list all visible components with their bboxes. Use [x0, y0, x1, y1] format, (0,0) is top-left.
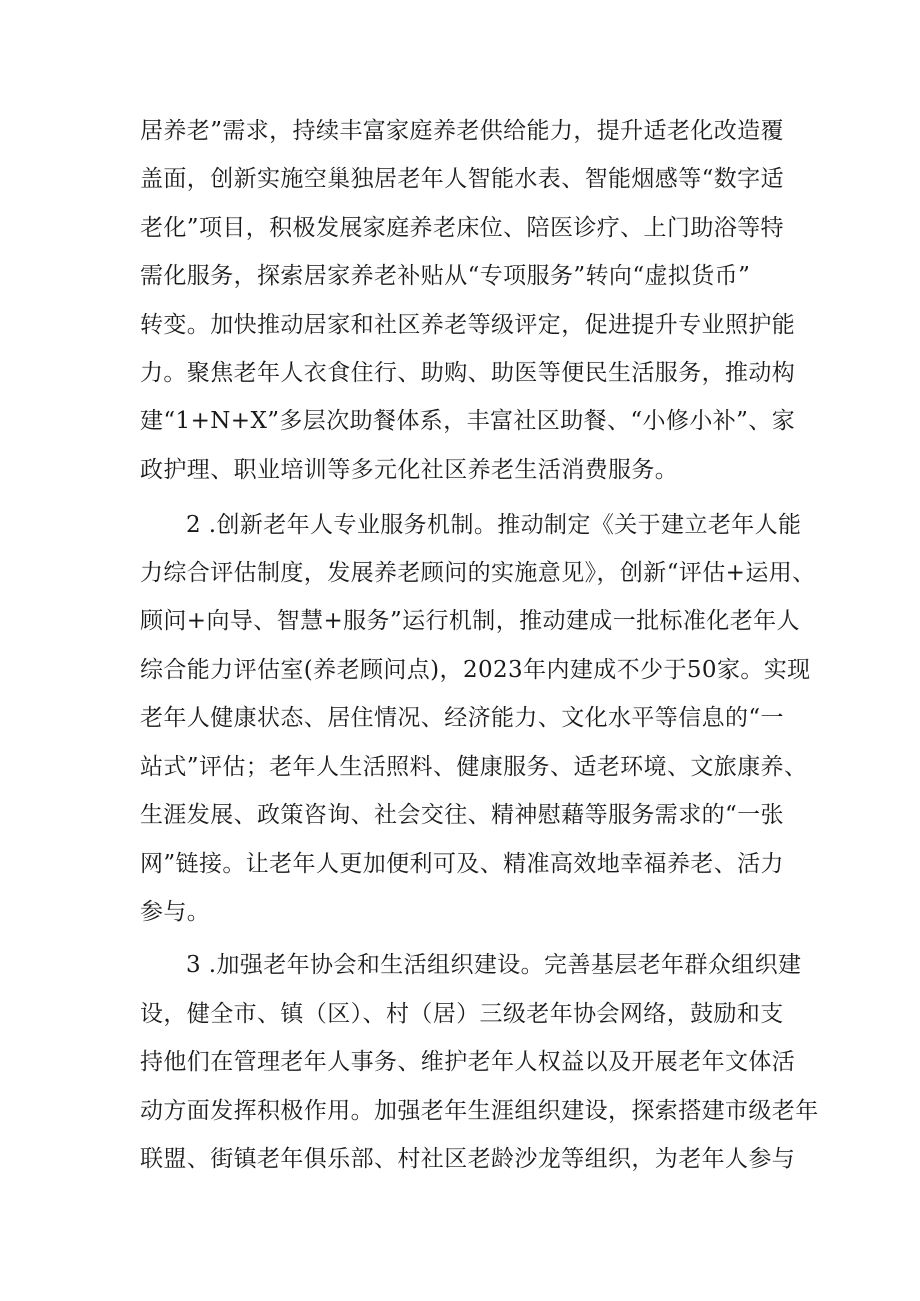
text-line: 顾问+向导、智慧+服务”运行机制，推动建成一批标准化老年人 [140, 608, 800, 634]
text-line: 政护理、职业培训等多元化社区养老生活消费服务。 [140, 457, 679, 483]
text-line: 站式”评估；老年人生活照料、健康服务、适老环境、文旅康养、 [140, 754, 808, 780]
text-line: 盖面，创新实施空巢独居老年人智能水表、智能烟感等“数字适 [140, 166, 784, 192]
text-line: 转变。加快推动居家和社区养老等级评定，促进提升专业照护能 [140, 312, 796, 338]
text-line: 参与。 [140, 899, 211, 925]
text-line: 力。聚焦老年人衣食住行、助购、助医等便民生活服务，推动构 [140, 360, 796, 386]
text-line: 需化服务，探索居家养老补贴从“专项服务”转向“虚拟货币” [140, 263, 751, 289]
text-line: 持他们在管理老年人事务、维护老年人权益以及开展老年文体活 [140, 1049, 796, 1075]
text-line: 网”链接。让老年人更加便利可及、精准高效地幸福养老、活力 [140, 851, 784, 877]
text-line: 2 .创新老年人专业服务机制。推动制定《关于建立老年人能 [186, 512, 802, 538]
text-line: 综合能力评估室(养老顾问点)，2023年内建成不少于50家。实现 [140, 657, 811, 683]
text-line: 老化”项目，积极发展家庭养老床位、陪医诊疗、上门助浴等特 [140, 215, 784, 241]
text-line: 动方面发挥积极作用。加强老年生涯组织建设，探索搭建市级老年 [140, 1098, 819, 1124]
text-line: 生涯发展、政策咨询、社会交往、精神慰藉等服务需求的“一张 [140, 802, 784, 828]
text-line: 老年人健康状态、居住情况、经济能力、文化水平等信息的“一 [140, 705, 784, 731]
text-line: 联盟、街镇老年俱乐部、村社区老龄沙龙等组织，为老年人参与 [140, 1146, 796, 1172]
text-line: 3 .加强老年协会和生活组织建设。完善基层老年群众组织建 [186, 952, 802, 978]
text-line: 力综合评估制度，发展养老顾问的实施意见》，创新“评估+运用、 [140, 560, 816, 586]
text-line: 建“1+N+X”多层次助餐体系，丰富社区助餐、“小修小补”、家 [140, 408, 796, 434]
text-line: 居养老”需求，持续丰富家庭养老供给能力，提升适老化改造覆 [140, 118, 784, 144]
text-line: 设，健全市、镇（区）、村（居）三级老年协会网络，鼓励和支 [140, 1001, 784, 1027]
